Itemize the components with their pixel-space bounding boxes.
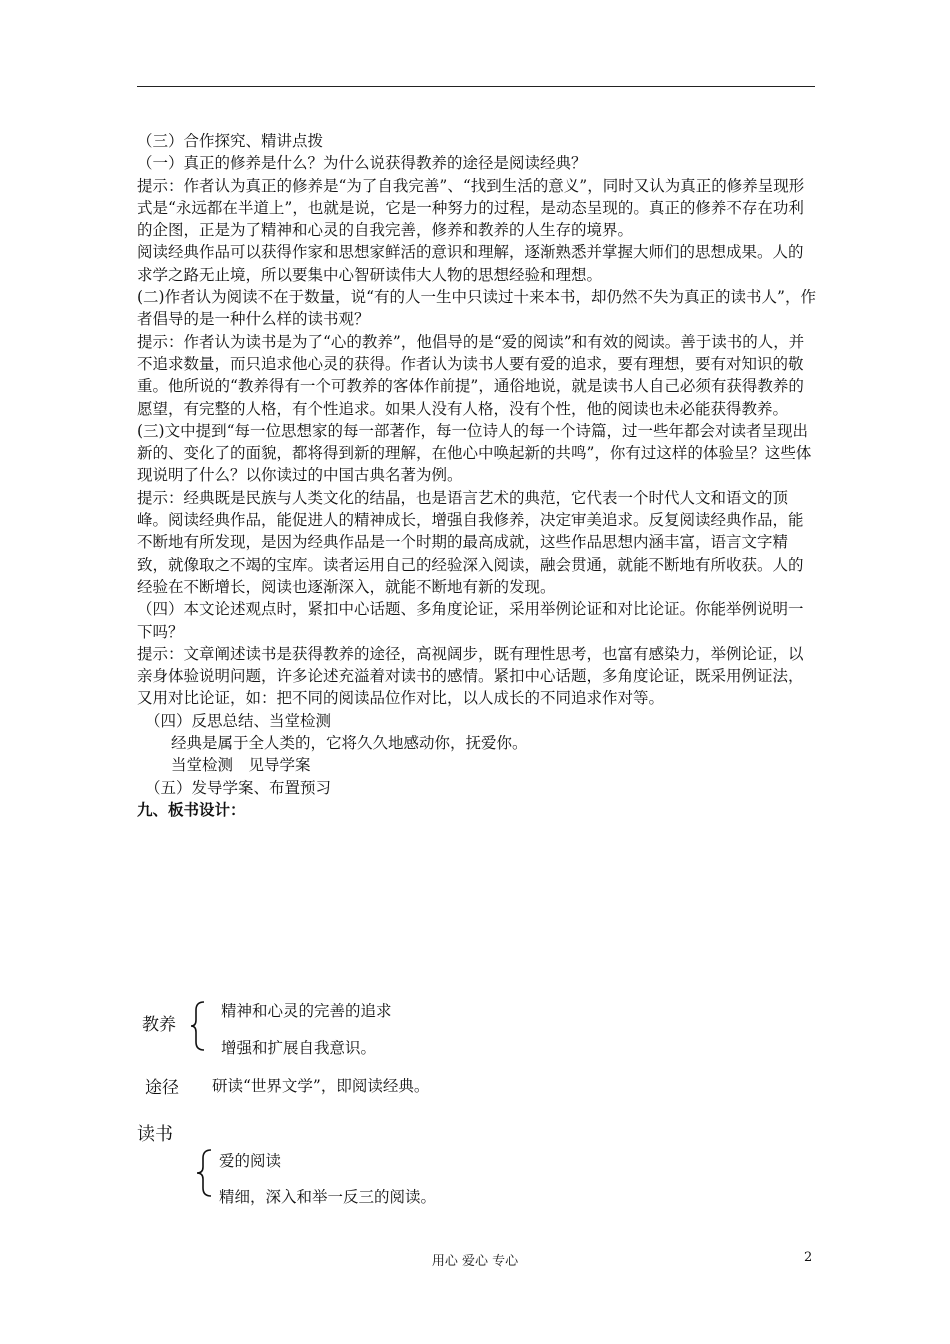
test-line: 当堂检测 见导学案 bbox=[171, 756, 311, 775]
section-heading-reflect: （四）反思总结、当堂检测 bbox=[145, 711, 332, 730]
hint-1-continued: 阅读经典作品可以获得作家和思想家鲜活的意识和理解，逐渐熟悉并掌握大师们的思想成果。人的求学之路无止境，所以要集中心智研读伟大人物的思想经验和理想。 bbox=[137, 243, 804, 284]
brace-icon bbox=[195, 1148, 215, 1198]
board-jiaoyang-item-2: 增强和扩展自我意识。 bbox=[221, 1039, 377, 1057]
question-2: (二)作者认为阅读不在于数量，说“有的人一生中只读过十来本书，却仍然不失为真正的读书人”，作者倡导的是一种什么样的读书观？ bbox=[137, 288, 816, 329]
section-heading-assign: （五）发导学案、布置预习 bbox=[145, 778, 332, 797]
board-dushu: 读书 bbox=[137, 1124, 173, 1145]
page-number: 2 bbox=[804, 1250, 813, 1265]
hint-1: 提示：作者认为真正的修养是“为了自我完善”、“找到生活的意义”，同时又认为真正的修养呈现形式是“永远都在半道上”，也就是说，它是一种努力的过程，是动态呈现的。真正的修养不存在功利的企图，正是为了精神和心灵的自我完善，修养和教养的人生存的境界。 bbox=[137, 176, 805, 240]
hint-4: 提示：文章阐述读书是获得教养的途径，高视阔步，既有理性思考，也富有感染力，举例论证，以亲身体验说明问题，许多论述充溢着对读书的感情。紧扣中心话题，多角度论证，既采用例证法，又用对比论证，如：把不同的阅读品位作对比，以人成长的不同追求作对等。 bbox=[137, 644, 804, 708]
question-3: (三)文中提到“每一位思想家的每一部著作，每一位诗人的每一个诗篇，过一些年都会对读者呈现出新的、变化了的面貌，都将得到新的理解，在他心中唤起新的共鸣”，你有过这样的体验呈？这些体现说明了什么？以你读过的中国古典名著为例。 bbox=[137, 421, 812, 485]
brace-icon bbox=[190, 1000, 210, 1052]
hint-2: 提示：作者认为读书是为了“心的教养”，他倡导的是“爱的阅读”和有效的阅读。善于读书的人，并不追求数量，而只追求他心灵的获得。作者认为读书人要有爱的追求，要有理想，要有对知识的敬重。他所说的“教养得有一个可教养的客体作前提”，通俗地说，就是读书人自己必须有获得教养的愿望，有完整的人格，有个性追求。如果人没有人格，没有个性，他的阅读也未必能获得教养。 bbox=[137, 332, 805, 418]
hint-3: 提示：经典既是民族与人类文化的结晶，也是语言艺术的典范，它代表一个时代人文和语文的顶峰。阅读经典作品，能促进人的精神成长，增强自我修养，决定审美追求。反复阅读经典作品，能不断地有所发现，是因为经典作品是一个时期的最高成就，这些作品思想内涵丰富，语言文字精致，就像取之不竭的宝库。读者运用自己的经验深入阅读，融会贯通，就能不断地有所收获。人的经验在不断增长，阅读也逐渐深入，就能不断地有新的发现。 bbox=[137, 488, 804, 596]
header-rule bbox=[137, 86, 815, 87]
footer-motto: 用心 爱心 专心 bbox=[431, 1254, 519, 1269]
board-dushu-item-2: 精细，深入和举一反三的阅读。 bbox=[219, 1188, 437, 1206]
reflect-line: 经典是属于全人类的，它将久久地感动你，抚爱你。 bbox=[171, 734, 528, 753]
question-4: （四）本文论述观点时，紧扣中心话题、多角度论证，采用举例论证和对比论证。你能举例说明一下吗？ bbox=[137, 600, 804, 641]
board-tujing: 途径 bbox=[145, 1078, 179, 1098]
section-heading: （三）合作探究、精讲点拨 bbox=[137, 132, 324, 150]
document-body bbox=[137, 130, 817, 821]
board-dushu-item-1: 爱的阅读 bbox=[219, 1152, 282, 1170]
board-jiaoyang: 教养 bbox=[142, 1015, 176, 1035]
question-1: （一）真正的修养是什么？为什么说获得教养的途径是阅读经典？ bbox=[137, 154, 587, 173]
board-design-heading: 九、板书设计： bbox=[137, 799, 246, 819]
board-jiaoyang-item-1: 精神和心灵的完善的追求 bbox=[221, 1002, 392, 1020]
board-tujing-text: 研读“世界文学”，即阅读经典。 bbox=[212, 1077, 430, 1095]
